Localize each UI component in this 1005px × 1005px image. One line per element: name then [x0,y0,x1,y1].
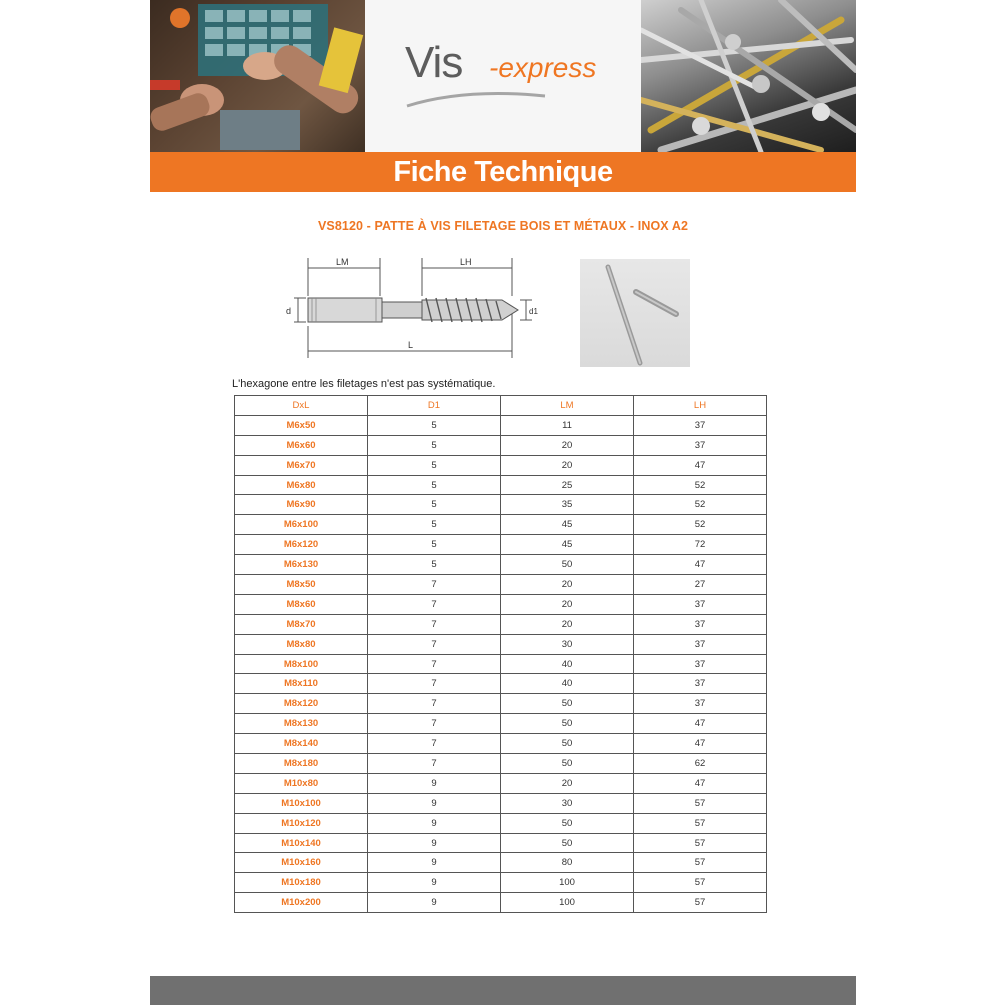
document-title: VS8120 - PATTE À VIS FILETAGE BOIS ET MÉTAUX - INOX A2 [317,219,689,233]
cell-d1: 9 [368,853,501,873]
logo-accent: -express [489,52,597,83]
vis-express-logo [405,38,605,118]
cell-d1: 7 [368,575,501,595]
cell-lh: 37 [634,674,767,694]
product-photo [580,259,690,367]
cell-lh: 57 [634,833,767,853]
cell-lh: 72 [634,535,767,555]
column-header-dxl: DxL [235,396,368,416]
cell-d1: 9 [368,833,501,853]
cell-lm: 50 [501,694,634,714]
column-header-lm: LM [501,396,634,416]
cell-lm: 30 [501,634,634,654]
cell-dxl: M6x90 [235,495,368,515]
cell-lm: 40 [501,654,634,674]
cell-lm: 35 [501,495,634,515]
cell-d1: 7 [368,654,501,674]
cell-dxl: M8x180 [235,754,368,774]
cell-d1: 7 [368,614,501,634]
table-row [235,734,767,754]
table-header-row [235,396,767,416]
cell-lh: 47 [634,555,767,575]
cell-d1: 7 [368,754,501,774]
cell-d1: 9 [368,893,501,913]
cell-d1: 7 [368,634,501,654]
cell-d1: 5 [368,415,501,435]
cell-d1: 7 [368,694,501,714]
table-row [235,773,767,793]
table-row [235,793,767,813]
cell-lm: 30 [501,793,634,813]
table-row [235,654,767,674]
cell-dxl: M10x200 [235,893,368,913]
spec-table [234,395,767,913]
table-row [235,674,767,694]
cell-lm: 20 [501,575,634,595]
cell-dxl: M8x60 [235,594,368,614]
column-header-lh: LH [634,396,767,416]
cell-dxl: M6x120 [235,535,368,555]
footer-bar [150,976,856,1005]
spec-table-body [235,415,767,912]
table-row [235,575,767,595]
table-row [235,475,767,495]
cell-dxl: M8x120 [235,694,368,714]
logo-wordmark: Vis [405,38,463,87]
cell-lh: 27 [634,575,767,595]
technical-diagram [270,254,540,362]
table-row [235,893,767,913]
cell-dxl: M8x110 [235,674,368,694]
cell-lm: 20 [501,455,634,475]
cell-dxl: M8x80 [235,634,368,654]
dim-label-lh: LH [460,257,472,267]
cell-lm: 50 [501,833,634,853]
cell-dxl: M8x50 [235,575,368,595]
cell-lm: 50 [501,714,634,734]
cell-lm: 20 [501,614,634,634]
cell-d1: 9 [368,773,501,793]
cell-dxl: M6x70 [235,455,368,475]
cell-lh: 52 [634,495,767,515]
cell-dxl: M6x80 [235,475,368,495]
cell-lm: 20 [501,594,634,614]
cell-d1: 5 [368,495,501,515]
cell-lh: 37 [634,435,767,455]
cell-dxl: M10x120 [235,813,368,833]
cell-dxl: M8x100 [235,654,368,674]
table-row [235,495,767,515]
table-row [235,634,767,654]
cell-d1: 7 [368,674,501,694]
cell-lh: 37 [634,594,767,614]
dim-label-lm: LM [336,257,349,267]
cell-lh: 62 [634,754,767,774]
cell-lm: 100 [501,893,634,913]
cell-lh: 37 [634,654,767,674]
cell-dxl: M10x180 [235,873,368,893]
cell-lm: 100 [501,873,634,893]
cell-dxl: M8x70 [235,614,368,634]
table-row [235,873,767,893]
cell-lh: 57 [634,853,767,873]
cell-lm: 50 [501,813,634,833]
cell-lh: 52 [634,515,767,535]
cell-d1: 7 [368,714,501,734]
cell-d1: 7 [368,594,501,614]
cell-lm: 11 [501,415,634,435]
table-row [235,714,767,734]
cell-dxl: M6x130 [235,555,368,575]
cell-d1: 5 [368,435,501,455]
table-row [235,754,767,774]
table-row [235,833,767,853]
cell-lh: 37 [634,634,767,654]
table-row [235,455,767,475]
dim-label-d1: d1 [529,307,538,316]
table-row [235,614,767,634]
cell-lh: 57 [634,793,767,813]
cell-d1: 5 [368,555,501,575]
cell-d1: 5 [368,515,501,535]
cell-lh: 47 [634,714,767,734]
table-row [235,535,767,555]
cell-d1: 9 [368,813,501,833]
cell-lh: 52 [634,475,767,495]
table-row [235,853,767,873]
screws-photo [641,0,856,152]
cell-d1: 9 [368,793,501,813]
dim-label-d: d [286,306,292,316]
cell-lh: 47 [634,455,767,475]
cell-lh: 37 [634,415,767,435]
hexagon-note: L'hexagone entre les filetages n'est pas systématique. [232,378,496,390]
table-row [235,694,767,714]
cell-lh: 37 [634,694,767,714]
table-row [235,594,767,614]
cell-lm: 50 [501,754,634,774]
cell-dxl: M8x140 [235,734,368,754]
cell-lm: 20 [501,773,634,793]
table-row [235,813,767,833]
table-row [235,515,767,535]
cell-lm: 40 [501,674,634,694]
cell-lh: 57 [634,893,767,913]
cell-lm: 50 [501,734,634,754]
cell-d1: 5 [368,455,501,475]
cell-lm: 20 [501,435,634,455]
cell-d1: 9 [368,873,501,893]
cell-dxl: M6x50 [235,415,368,435]
cell-lh: 47 [634,734,767,754]
cell-d1: 5 [368,535,501,555]
header-banner [150,0,856,152]
cell-lh: 37 [634,614,767,634]
cell-lm: 50 [501,555,634,575]
table-row [235,555,767,575]
cell-d1: 5 [368,475,501,495]
cell-lm: 80 [501,853,634,873]
table-row [235,415,767,435]
cell-dxl: M10x100 [235,793,368,813]
cell-dxl: M8x130 [235,714,368,734]
column-header-d1: D1 [368,396,501,416]
fiche-technique-band: Fiche Technique [150,152,856,192]
cell-dxl: M6x60 [235,435,368,455]
cell-dxl: M6x100 [235,515,368,535]
cell-lm: 45 [501,535,634,555]
cell-lh: 57 [634,813,767,833]
table-row [235,435,767,455]
cell-d1: 7 [368,734,501,754]
dim-label-l: L [408,340,414,350]
workbench-photo [150,0,365,152]
cell-lm: 45 [501,515,634,535]
cell-dxl: M10x140 [235,833,368,853]
cell-dxl: M10x80 [235,773,368,793]
cell-lm: 25 [501,475,634,495]
cell-dxl: M10x160 [235,853,368,873]
cell-lh: 57 [634,873,767,893]
logo-swoosh [405,90,555,108]
cell-lh: 47 [634,773,767,793]
